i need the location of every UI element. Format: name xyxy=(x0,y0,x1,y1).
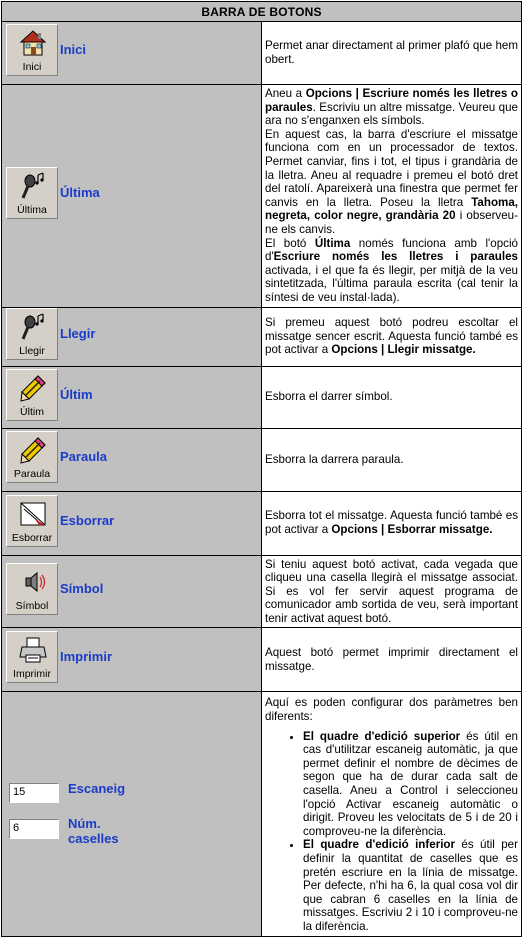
button-caption: Última xyxy=(17,203,47,216)
button-description: Permet anar directament al primer plafó que hem obert. xyxy=(262,22,522,85)
button-row xyxy=(2,428,522,491)
house-icon xyxy=(18,28,48,58)
button-caption: Esborrar xyxy=(11,531,53,544)
settings-description xyxy=(262,692,522,936)
button-caption: Imprimir xyxy=(13,668,51,681)
button-description: Si teniu aquest botó activat, cada vegada que cliqueu una casella llegirà el missatge associat. Si es vol fer servir aquest programa de comunicador amb sortida de veu, serà important tenir activat aquest botó. xyxy=(262,555,522,628)
button-row xyxy=(2,22,522,85)
button-cell xyxy=(2,491,262,555)
cell-count-field[interactable]: 6 xyxy=(9,819,59,839)
scan-speed-field[interactable]: 15 xyxy=(9,783,59,803)
button-cell xyxy=(2,307,262,366)
button-description: Si premeu aquest botó podreu escoltar el missatge sencer escrit. Aquesta funció també es pot activar a Opcions | Llegir missatge. xyxy=(262,307,522,366)
button-row xyxy=(2,85,522,308)
toolbar-button[interactable] xyxy=(6,369,58,421)
button-label: Imprimir xyxy=(60,649,113,665)
settings-intro: Aquí es poden configurar dos paràmetres ben diferents: xyxy=(265,696,518,724)
button-label: Esborrar xyxy=(60,512,115,528)
button-caption: Llegir xyxy=(19,344,45,357)
cell-count-label: Núm. caselles xyxy=(68,815,119,846)
eraser-pencil-icon xyxy=(18,373,48,403)
settings-cell xyxy=(2,692,262,936)
settings-list xyxy=(265,730,518,934)
button-description: Esborra el darrer símbol. xyxy=(262,366,522,428)
erase-all-icon xyxy=(18,499,48,529)
button-label: Últim xyxy=(60,386,93,402)
button-description: Esborra la darrera paraula. xyxy=(262,428,522,491)
button-cell xyxy=(2,85,262,308)
table-header: BARRA DE BOTONS xyxy=(2,2,522,22)
button-label: Paraula xyxy=(60,448,107,464)
toolbar-button[interactable] xyxy=(6,24,58,76)
button-row xyxy=(2,307,522,366)
button-caption: Paraula xyxy=(13,467,51,480)
toolbar-button[interactable] xyxy=(6,631,58,683)
toolbar-button[interactable] xyxy=(6,563,58,615)
toolbar-button[interactable] xyxy=(6,308,58,360)
button-row xyxy=(2,555,522,628)
microphone-icon xyxy=(18,312,48,342)
button-caption: Últim xyxy=(20,405,44,418)
button-cell xyxy=(2,366,262,428)
buttons-table xyxy=(1,1,522,937)
toolbar-button[interactable] xyxy=(6,495,58,547)
button-cell xyxy=(2,428,262,491)
button-row xyxy=(2,491,522,555)
button-caption: Símbol xyxy=(15,599,49,612)
button-label: Símbol xyxy=(60,580,104,596)
toolbar-button[interactable] xyxy=(6,431,58,483)
printer-icon xyxy=(18,635,48,665)
speaker-icon xyxy=(18,567,48,597)
button-description: Aquest botó permet imprimir directament el missatge. xyxy=(262,628,522,692)
button-cell xyxy=(2,22,262,85)
button-label: Última xyxy=(60,184,100,200)
settings-row xyxy=(2,692,522,936)
list-item: • El quadre d'edició inferior és útil per definir la quantitat de caselles que es pretén escriure en la línia de missatge. Per defecte, n'hi ha 6, la qual cosa vol dir que cabran 6 caselles en la línia de missatges. Escriviu 2 i 10 i comproveu-ne la diferència. xyxy=(303,838,518,933)
button-cell xyxy=(2,555,262,628)
button-cell xyxy=(2,628,262,692)
button-caption: Inici xyxy=(22,61,42,73)
button-row xyxy=(2,366,522,428)
button-row xyxy=(2,628,522,692)
toolbar-button[interactable] xyxy=(6,167,58,219)
button-label: Inici xyxy=(60,42,87,57)
eraser-pencil-icon xyxy=(18,435,48,465)
button-description: Esborra tot el missatge. Aquesta funció també es pot activar a Opcions | Esborrar missatge. xyxy=(262,491,522,555)
list-item: • El quadre d'edició superior és útil en cas d'utilitzar escaneig automàtic, ja que permet definir el nombre de dècimes de segon que ha de durar cada salt de casella. Aneu a Control i seleccioneu l'opció Activar escaneig automàtic o dirigit. Proveu les velocitats de 5 i de 20 i comproveu-ne la diferència. xyxy=(303,730,518,839)
microphone-icon xyxy=(18,171,48,201)
button-description: Aneu a Opcions | Escriure només les lletres o paraules. Escriviu un altre missatge. Veureu que ara no s'enganxen els símbols. En aquest cas, la barra d'escriure el missatge funciona com en un processador de textos. Permet canviar, fins i tot, el tipus i grandària de la lletra. Aneu al requadre i premeu el botó dret del ratolí. Apareixerà una finestra que permet fer canvis en la lletra. Poseu la lletra Tahoma, negreta, color negre, grandària 20 i observeu-ne els canvis. El botó Última només funciona amb l'opció d'Escriure només les lletres i paraules activada, i el que fa és llegir, per mitjà de la veu sintetitzada, l'última paraula escrita (cal tenir la síntesi de veu instal·lada). xyxy=(262,85,522,308)
scan-label: Escaneig xyxy=(68,780,126,796)
button-label: Llegir xyxy=(60,325,96,341)
